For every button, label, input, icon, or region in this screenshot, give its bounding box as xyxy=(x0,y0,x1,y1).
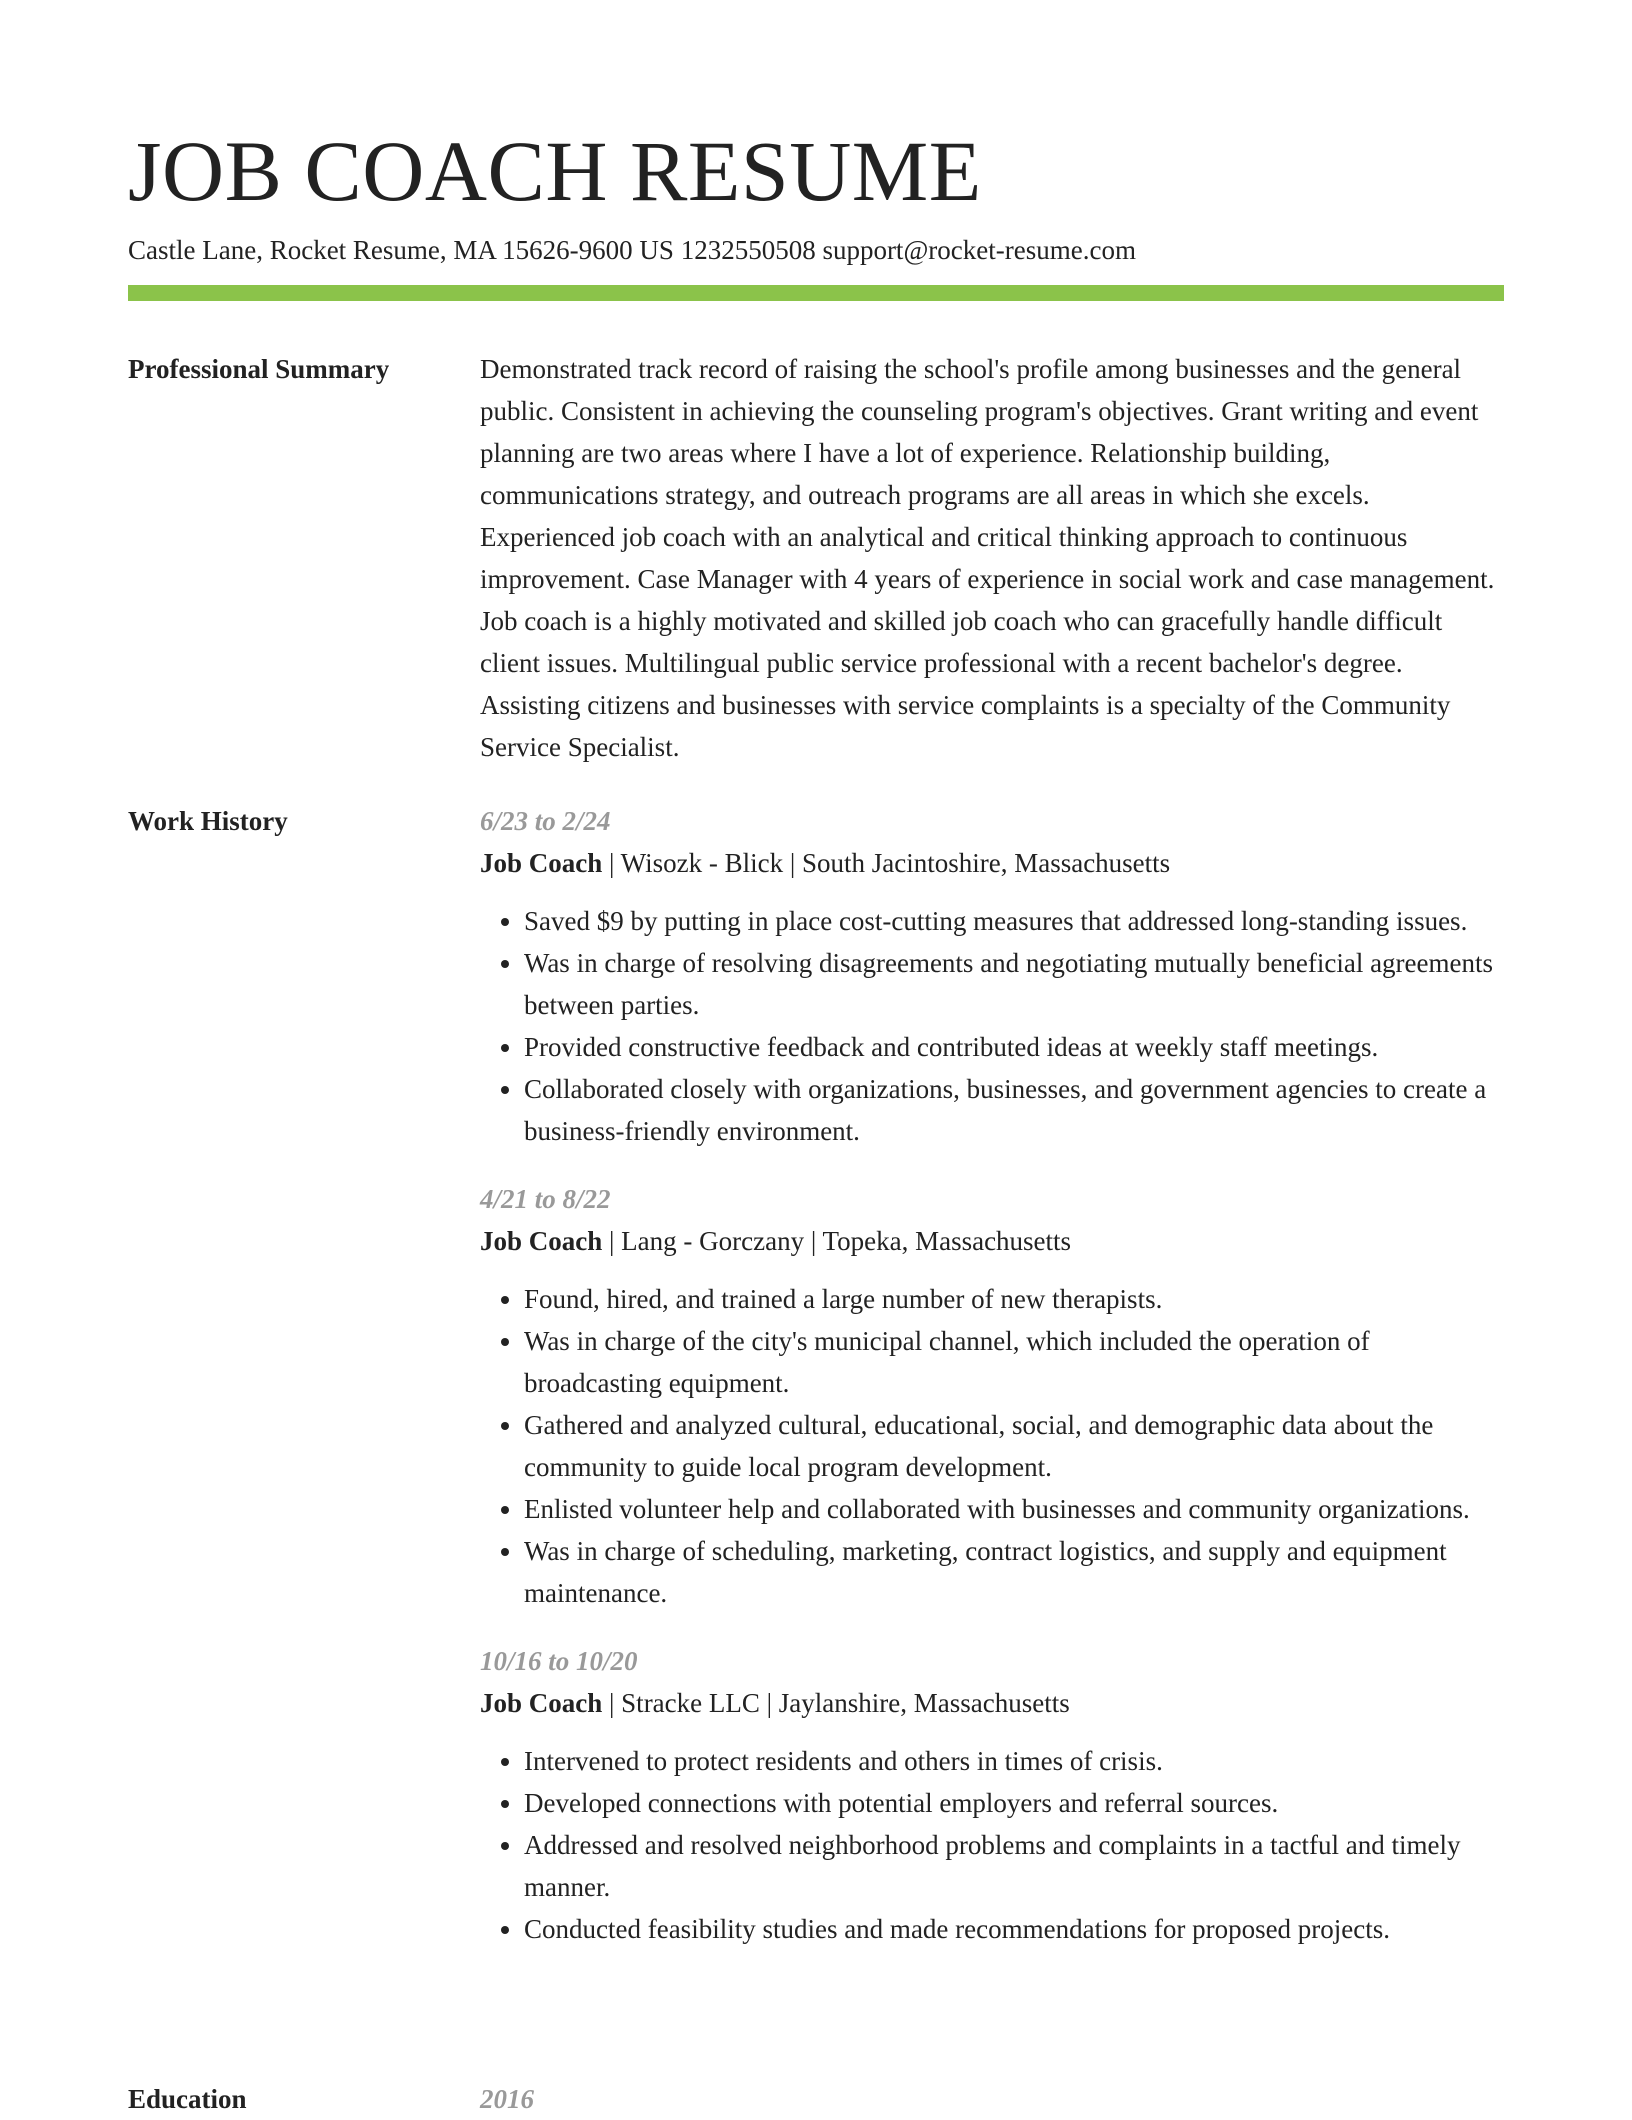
job-dates: 4/21 to 8/22 xyxy=(480,1184,611,1214)
job-entry xyxy=(480,800,1504,1152)
list-item: • Saved $9 by putting in place cost-cutting measures that addressed long-standing issues. xyxy=(524,900,1504,942)
list-item: • Was in charge of resolving disagreements and negotiating mutually beneficial agreements between parties. xyxy=(524,942,1504,1026)
list-item: • Was in charge of scheduling, marketing, contract logistics, and supply and equipment maintenance. xyxy=(524,1530,1504,1614)
job-dates: 10/16 to 10/20 xyxy=(480,1646,638,1676)
resume-title: JOB COACH RESUME xyxy=(128,123,982,219)
job-details: | Stracke LLC | Jaylanshire, Massachusetts xyxy=(602,1688,1070,1718)
job-entry xyxy=(480,1178,1504,1614)
contact-address: Castle Lane, Rocket Resume, MA 15626-9600 US xyxy=(128,235,674,265)
list-item: • Enlisted volunteer help and collaborated with businesses and community organizations. xyxy=(524,1488,1504,1530)
section-label: Work History xyxy=(128,806,288,836)
job-title: Job Coach xyxy=(480,1226,603,1256)
contact-phone: 1232550508 xyxy=(680,235,816,265)
section-body xyxy=(480,2078,1504,2120)
list-item: • Developed connections with potential employers and referral sources. xyxy=(524,1782,1504,1824)
job-details: | Wisozk - Blick | South Jacintoshire, Massachusetts xyxy=(602,848,1171,878)
job-bullets xyxy=(480,1278,1504,1614)
list-item: • Gathered and analyzed cultural, educational, social, and demographic data about the community to guide local program development. xyxy=(524,1404,1504,1488)
section-professional-summary xyxy=(128,348,1504,768)
section-label: Education xyxy=(128,2084,247,2114)
section-body xyxy=(480,348,1504,768)
job-heading xyxy=(480,842,1504,884)
job-details: | Lang - Gorczany | Topeka, Massachusetts xyxy=(602,1226,1072,1256)
list-item: • Intervened to protect residents and others in times of crisis. xyxy=(524,1740,1504,1782)
contact-email: support@rocket-resume.com xyxy=(822,235,1136,265)
job-dates: 6/23 to 2/24 xyxy=(480,806,611,836)
section-body xyxy=(480,800,1504,1976)
job-heading xyxy=(480,1220,1504,1262)
job-title: Job Coach xyxy=(480,1688,603,1718)
section-education xyxy=(128,2078,1504,2120)
list-item: • Conducted feasibility studies and made recommendations for proposed projects. xyxy=(524,1908,1504,1950)
section-work-history xyxy=(128,800,1504,2080)
education-dates: 2016 xyxy=(480,2084,534,2114)
job-bullets xyxy=(480,1740,1504,1950)
job-heading xyxy=(480,1682,1504,1724)
list-item: • Collaborated closely with organizations, businesses, and government agencies to create a business-friendly environment. xyxy=(524,1068,1504,1152)
job-entry xyxy=(480,1640,1504,1950)
list-item: • Was in charge of the city's municipal channel, which included the operation of broadcasting equipment. xyxy=(524,1320,1504,1404)
section-label: Professional Summary xyxy=(128,354,390,384)
header-divider xyxy=(128,285,1504,301)
list-item: • Found, hired, and trained a large number of new therapists. xyxy=(524,1278,1504,1320)
job-bullets xyxy=(480,900,1504,1152)
list-item: • Addressed and resolved neighborhood problems and complaints in a tactful and timely manner. xyxy=(524,1824,1504,1908)
list-item: • Provided constructive feedback and contributed ideas at weekly staff meetings. xyxy=(524,1026,1504,1068)
summary-text: Demonstrated track record of raising the school's profile among businesses and the general public. Consistent in achieving the counseling program's objectives. Grant writing and event planning are two areas where I have a lot of experience. Relationship building, communications strategy, and outreach programs are all areas in which she excels. Experienced job coach with an analytical and critical thinking approach to continuous improvement. Case Manager with 4 years of experience in social work and case management. Job coach is a highly motivated and skilled job coach who can gracefully handle difficult client issues. Multilingual public service professional with a recent bachelor's degree. Assisting citizens and businesses with service complaints is a specialty of the Community Service Specialist. xyxy=(480,354,1495,762)
contact-line xyxy=(128,230,1136,270)
job-title: Job Coach xyxy=(480,848,603,878)
